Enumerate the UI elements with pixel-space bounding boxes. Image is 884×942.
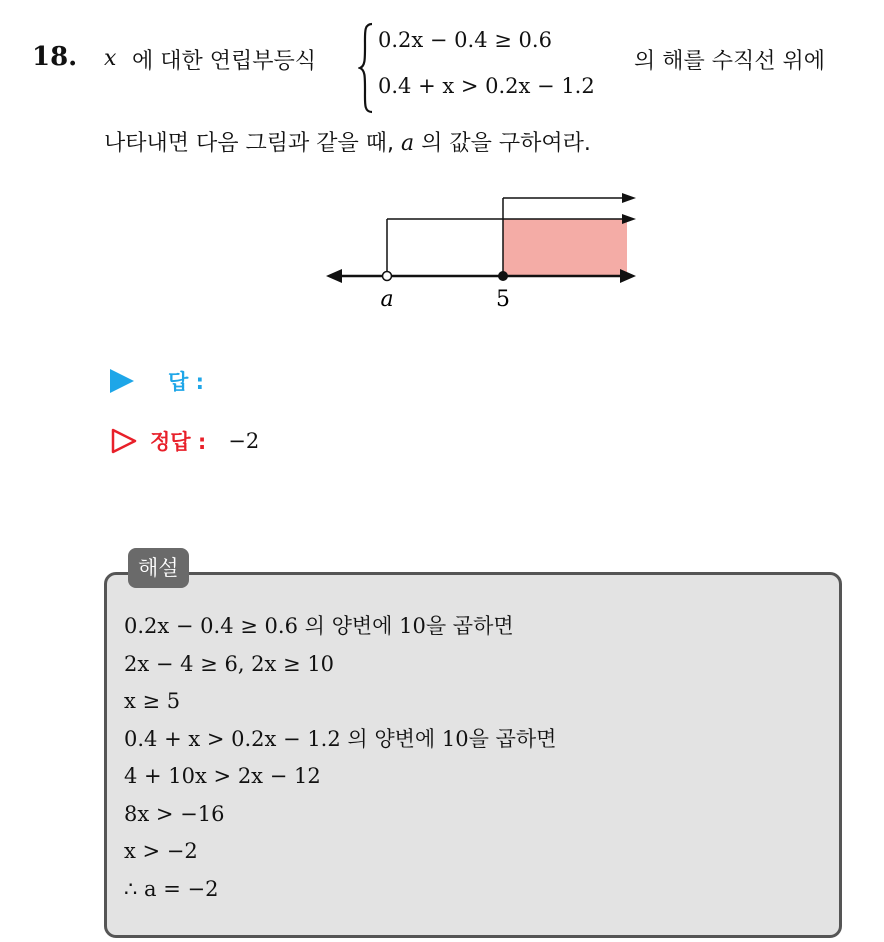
explanation-line: x ≥ 5 (124, 689, 181, 713)
outline-triangle-icon (110, 427, 138, 455)
play-triangle-icon (110, 369, 134, 393)
explanation-tag: 해설 (128, 548, 189, 588)
explanation-line: x > −2 (124, 839, 198, 863)
axis-arrow-left (326, 269, 342, 283)
label-a: a (380, 287, 394, 312)
question-text-after: 의 해를 수직선 위에 (634, 49, 825, 74)
left-brace-icon (358, 22, 374, 114)
ray-5-arrow (622, 193, 636, 203)
question-line2-part1: 나타내면 다음 그림과 같을 때, (104, 131, 401, 156)
explanation-line: 8x > −16 (124, 801, 225, 826)
inequality-system (358, 22, 618, 114)
explanation-lines (124, 608, 556, 908)
correct-answer-row (110, 426, 259, 456)
question-line-2 (104, 126, 591, 157)
open-point-a (383, 272, 392, 281)
question-text-before: 에 대한 연립부등식 (132, 49, 317, 74)
answer-row (110, 366, 204, 396)
answer-label: 답 : (168, 370, 204, 394)
closed-point-5 (498, 271, 508, 281)
explanation-line: ∴ a = −2 (124, 876, 219, 901)
axis-arrow-right (620, 269, 636, 283)
explanation-line: 4 + 10x > 2x − 12 (124, 764, 321, 788)
label-5: 5 (496, 287, 510, 312)
correct-answer-label: 정답 : (150, 430, 207, 454)
explanation-line: 2x − 4 ≥ 6, 2x ≥ 10 (124, 651, 335, 676)
inequality-2: 0.4 + x > 0.2x − 1.2 (378, 74, 595, 98)
inequality-1: 0.2x − 0.4 ≥ 0.6 (378, 28, 552, 52)
question-line2-part2: 의 값을 구하여라. (414, 131, 591, 156)
question-variable: x (104, 46, 117, 71)
question-number: 18. (32, 42, 78, 72)
explanation-line: 0.4 + x > 0.2x − 1.2 의 양변에 10을 곱하면 (124, 726, 557, 751)
explanation-line: 0.2x − 0.4 ≥ 0.6 의 양변에 10을 곱하면 (124, 614, 514, 638)
solution-shade (503, 219, 627, 276)
correct-answer-value: −2 (228, 429, 260, 453)
number-line-figure (320, 186, 650, 316)
question-line2-var: a (400, 131, 415, 156)
ray-a-arrow (622, 214, 636, 224)
